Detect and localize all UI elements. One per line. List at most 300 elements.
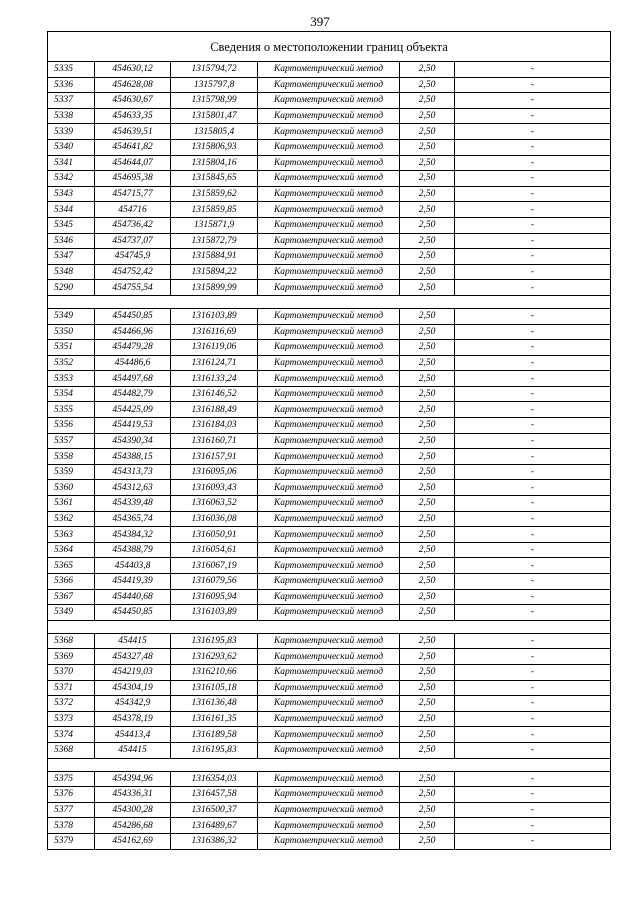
x-coordinate-cell: 454486,6 <box>95 355 171 371</box>
y-coordinate-cell: 1315797,8 <box>171 77 258 93</box>
point-number-cell: 5290 <box>48 280 95 296</box>
y-coordinate-cell: 1316067,19 <box>171 558 258 574</box>
point-number-cell: 5358 <box>48 449 95 465</box>
x-coordinate-cell: 454737,07 <box>95 233 171 249</box>
x-coordinate-cell: 454641,82 <box>95 139 171 155</box>
point-number-cell: 5336 <box>48 77 95 93</box>
x-coordinate-cell: 454482,79 <box>95 386 171 402</box>
point-number-cell: 5362 <box>48 511 95 527</box>
x-coordinate-cell: 454630,12 <box>95 62 171 78</box>
description-cell: - <box>455 511 611 527</box>
x-coordinate-cell: 454384,32 <box>95 527 171 543</box>
method-cell: Картометрический метод <box>258 280 400 296</box>
y-coordinate-cell: 1316036,08 <box>171 511 258 527</box>
method-cell: Картометрический метод <box>258 139 400 155</box>
method-cell: Картометрический метод <box>258 696 400 712</box>
method-cell: Картометрический метод <box>258 649 400 665</box>
contour-separator-row <box>48 758 611 771</box>
x-coordinate-cell: 454342,9 <box>95 696 171 712</box>
point-number-cell: 5338 <box>48 108 95 124</box>
method-cell: Картометрический метод <box>258 340 400 356</box>
x-coordinate-cell: 454388,15 <box>95 449 171 465</box>
table-row <box>48 233 611 249</box>
point-number-cell: 5348 <box>48 264 95 280</box>
y-coordinate-cell: 1315871,9 <box>171 217 258 233</box>
method-cell: Картометрический метод <box>258 124 400 140</box>
x-coordinate-cell: 454413,4 <box>95 727 171 743</box>
y-coordinate-cell: 1315859,85 <box>171 202 258 218</box>
x-coordinate-cell: 454745,9 <box>95 249 171 265</box>
table-row <box>48 418 611 434</box>
boundary-coordinates-table <box>47 31 611 850</box>
description-cell: - <box>455 77 611 93</box>
x-coordinate-cell: 454390,34 <box>95 433 171 449</box>
accuracy-cell: 2,50 <box>400 186 455 202</box>
y-coordinate-cell: 1315794,72 <box>171 62 258 78</box>
method-cell: Картометрический метод <box>258 574 400 590</box>
description-cell: - <box>455 727 611 743</box>
method-cell: Картометрический метод <box>258 680 400 696</box>
accuracy-cell: 2,50 <box>400 496 455 512</box>
x-coordinate-cell: 454219,03 <box>95 664 171 680</box>
accuracy-cell: 2,50 <box>400 77 455 93</box>
contour-separator-cell <box>48 295 611 308</box>
description-cell: - <box>455 171 611 187</box>
accuracy-cell: 2,50 <box>400 139 455 155</box>
y-coordinate-cell: 1316354,03 <box>171 771 258 787</box>
point-number-cell: 5353 <box>48 371 95 387</box>
table-row <box>48 802 611 818</box>
table-row <box>48 649 611 665</box>
y-coordinate-cell: 1315798,99 <box>171 93 258 109</box>
x-coordinate-cell: 454628,08 <box>95 77 171 93</box>
point-number-cell: 5354 <box>48 386 95 402</box>
x-coordinate-cell: 454466,96 <box>95 324 171 340</box>
page-number: 397 <box>310 14 330 29</box>
point-number-cell: 5376 <box>48 787 95 803</box>
y-coordinate-cell: 1315806,93 <box>171 139 258 155</box>
accuracy-cell: 2,50 <box>400 742 455 758</box>
point-number-cell: 5378 <box>48 818 95 834</box>
point-number-cell: 5339 <box>48 124 95 140</box>
table-row <box>48 386 611 402</box>
method-cell: Картометрический метод <box>258 558 400 574</box>
x-coordinate-cell: 454716 <box>95 202 171 218</box>
description-cell: - <box>455 233 611 249</box>
point-number-cell: 5344 <box>48 202 95 218</box>
accuracy-cell: 2,50 <box>400 155 455 171</box>
table-row <box>48 402 611 418</box>
point-number-cell: 5363 <box>48 527 95 543</box>
accuracy-cell: 2,50 <box>400 93 455 109</box>
x-coordinate-cell: 454415 <box>95 633 171 649</box>
y-coordinate-cell: 1316050,91 <box>171 527 258 543</box>
y-coordinate-cell: 1316133,24 <box>171 371 258 387</box>
accuracy-cell: 2,50 <box>400 249 455 265</box>
y-coordinate-cell: 1315899,99 <box>171 280 258 296</box>
method-cell: Картометрический метод <box>258 171 400 187</box>
y-coordinate-cell: 1316293,62 <box>171 649 258 665</box>
description-cell: - <box>455 589 611 605</box>
description-cell: - <box>455 280 611 296</box>
accuracy-cell: 2,50 <box>400 711 455 727</box>
description-cell: - <box>455 155 611 171</box>
x-coordinate-cell: 454736,42 <box>95 217 171 233</box>
point-number-cell: 5360 <box>48 480 95 496</box>
x-coordinate-cell: 454450,85 <box>95 308 171 324</box>
y-coordinate-cell: 1315884,91 <box>171 249 258 265</box>
point-number-cell: 5372 <box>48 696 95 712</box>
method-cell: Картометрический метод <box>258 202 400 218</box>
table-row <box>48 139 611 155</box>
y-coordinate-cell: 1315894,22 <box>171 264 258 280</box>
table-row <box>48 696 611 712</box>
description-cell: - <box>455 433 611 449</box>
point-number-cell: 5347 <box>48 249 95 265</box>
point-number-cell: 5350 <box>48 324 95 340</box>
method-cell: Картометрический метод <box>258 249 400 265</box>
point-number-cell: 5375 <box>48 771 95 787</box>
table-row <box>48 108 611 124</box>
accuracy-cell: 2,50 <box>400 308 455 324</box>
description-cell: - <box>455 139 611 155</box>
y-coordinate-cell: 1315804,16 <box>171 155 258 171</box>
description-cell: - <box>455 542 611 558</box>
method-cell: Картометрический метод <box>258 93 400 109</box>
accuracy-cell: 2,50 <box>400 527 455 543</box>
table-row <box>48 464 611 480</box>
x-coordinate-cell: 454639,51 <box>95 124 171 140</box>
point-number-cell: 5371 <box>48 680 95 696</box>
method-cell: Картометрический метод <box>258 77 400 93</box>
method-cell: Картометрический метод <box>258 787 400 803</box>
point-number-cell: 5340 <box>48 139 95 155</box>
table-row <box>48 833 611 849</box>
description-cell: - <box>455 527 611 543</box>
y-coordinate-cell: 1316103,89 <box>171 308 258 324</box>
table-row <box>48 171 611 187</box>
x-coordinate-cell: 454497,68 <box>95 371 171 387</box>
accuracy-cell: 2,50 <box>400 418 455 434</box>
description-cell: - <box>455 217 611 233</box>
x-coordinate-cell: 454415 <box>95 742 171 758</box>
x-coordinate-cell: 454403,8 <box>95 558 171 574</box>
accuracy-cell: 2,50 <box>400 696 455 712</box>
table-row <box>48 542 611 558</box>
description-cell: - <box>455 574 611 590</box>
x-coordinate-cell: 454378,19 <box>95 711 171 727</box>
accuracy-cell: 2,50 <box>400 324 455 340</box>
accuracy-cell: 2,50 <box>400 280 455 296</box>
method-cell: Картометрический метод <box>258 818 400 834</box>
y-coordinate-cell: 1316116,69 <box>171 324 258 340</box>
description-cell: - <box>455 308 611 324</box>
accuracy-cell: 2,50 <box>400 558 455 574</box>
x-coordinate-cell: 454630,67 <box>95 93 171 109</box>
y-coordinate-cell: 1316210,66 <box>171 664 258 680</box>
accuracy-cell: 2,50 <box>400 649 455 665</box>
x-coordinate-cell: 454695,38 <box>95 171 171 187</box>
method-cell: Картометрический метод <box>258 527 400 543</box>
point-number-cell: 5368 <box>48 742 95 758</box>
x-coordinate-cell: 454755,54 <box>95 280 171 296</box>
description-cell: - <box>455 93 611 109</box>
accuracy-cell: 2,50 <box>400 480 455 496</box>
x-coordinate-cell: 454450,85 <box>95 605 171 621</box>
description-cell: - <box>455 324 611 340</box>
table-row <box>48 787 611 803</box>
table-row <box>48 77 611 93</box>
point-number-cell: 5341 <box>48 155 95 171</box>
x-coordinate-cell: 454300,28 <box>95 802 171 818</box>
method-cell: Картометрический метод <box>258 833 400 849</box>
method-cell: Картометрический метод <box>258 511 400 527</box>
description-cell: - <box>455 449 611 465</box>
table-row <box>48 771 611 787</box>
description-cell: - <box>455 418 611 434</box>
point-number-cell: 5342 <box>48 171 95 187</box>
accuracy-cell: 2,50 <box>400 787 455 803</box>
y-coordinate-cell: 1316146,52 <box>171 386 258 402</box>
description-cell: - <box>455 787 611 803</box>
table-row <box>48 217 611 233</box>
description-cell: - <box>455 771 611 787</box>
x-coordinate-cell: 454313,73 <box>95 464 171 480</box>
table-row <box>48 558 611 574</box>
description-cell: - <box>455 605 611 621</box>
x-coordinate-cell: 454339,48 <box>95 496 171 512</box>
y-coordinate-cell: 1316054,61 <box>171 542 258 558</box>
accuracy-cell: 2,50 <box>400 589 455 605</box>
description-cell: - <box>455 249 611 265</box>
description-cell: - <box>455 711 611 727</box>
table-row <box>48 371 611 387</box>
x-coordinate-cell: 454365,74 <box>95 511 171 527</box>
point-number-cell: 5377 <box>48 802 95 818</box>
y-coordinate-cell: 1316184,03 <box>171 418 258 434</box>
method-cell: Картометрический метод <box>258 308 400 324</box>
method-cell: Картометрический метод <box>258 802 400 818</box>
x-coordinate-cell: 454419,53 <box>95 418 171 434</box>
table-title: Сведения о местоположении границ объекта <box>48 32 611 62</box>
accuracy-cell: 2,50 <box>400 574 455 590</box>
y-coordinate-cell: 1316079,56 <box>171 574 258 590</box>
method-cell: Картометрический метод <box>258 633 400 649</box>
description-cell: - <box>455 202 611 218</box>
accuracy-cell: 2,50 <box>400 340 455 356</box>
description-cell: - <box>455 633 611 649</box>
method-cell: Картометрический метод <box>258 402 400 418</box>
method-cell: Картометрический метод <box>258 324 400 340</box>
y-coordinate-cell: 1316386,32 <box>171 833 258 849</box>
table-row <box>48 574 611 590</box>
accuracy-cell: 2,50 <box>400 171 455 187</box>
x-coordinate-cell: 454419,39 <box>95 574 171 590</box>
y-coordinate-cell: 1315845,65 <box>171 171 258 187</box>
point-number-cell: 5345 <box>48 217 95 233</box>
point-number-cell: 5349 <box>48 605 95 621</box>
description-cell: - <box>455 496 611 512</box>
point-number-cell: 5373 <box>48 711 95 727</box>
point-number-cell: 5343 <box>48 186 95 202</box>
table-row <box>48 249 611 265</box>
y-coordinate-cell: 1315805,4 <box>171 124 258 140</box>
y-coordinate-cell: 1316157,91 <box>171 449 258 465</box>
y-coordinate-cell: 1316500,37 <box>171 802 258 818</box>
point-number-cell: 5364 <box>48 542 95 558</box>
method-cell: Картометрический метод <box>258 771 400 787</box>
accuracy-cell: 2,50 <box>400 264 455 280</box>
contour-separator-row <box>48 620 611 633</box>
table-row <box>48 711 611 727</box>
method-cell: Картометрический метод <box>258 418 400 434</box>
method-cell: Картометрический метод <box>258 233 400 249</box>
accuracy-cell: 2,50 <box>400 464 455 480</box>
x-coordinate-cell: 454644,07 <box>95 155 171 171</box>
x-coordinate-cell: 454752,42 <box>95 264 171 280</box>
description-cell: - <box>455 371 611 387</box>
accuracy-cell: 2,50 <box>400 633 455 649</box>
point-number-cell: 5368 <box>48 633 95 649</box>
y-coordinate-cell: 1316124,71 <box>171 355 258 371</box>
y-coordinate-cell: 1315859,62 <box>171 186 258 202</box>
table-row <box>48 202 611 218</box>
method-cell: Картометрический метод <box>258 711 400 727</box>
y-coordinate-cell: 1316195,83 <box>171 633 258 649</box>
description-cell: - <box>455 62 611 78</box>
y-coordinate-cell: 1316119,06 <box>171 340 258 356</box>
table-row <box>48 664 611 680</box>
description-cell: - <box>455 696 611 712</box>
accuracy-cell: 2,50 <box>400 202 455 218</box>
accuracy-cell: 2,50 <box>400 124 455 140</box>
method-cell: Картометрический метод <box>258 264 400 280</box>
method-cell: Картометрический метод <box>258 186 400 202</box>
accuracy-cell: 2,50 <box>400 371 455 387</box>
table-row <box>48 511 611 527</box>
table-row <box>48 93 611 109</box>
y-coordinate-cell: 1316189,58 <box>171 727 258 743</box>
point-number-cell: 5355 <box>48 402 95 418</box>
description-cell: - <box>455 818 611 834</box>
accuracy-cell: 2,50 <box>400 771 455 787</box>
point-number-cell: 5365 <box>48 558 95 574</box>
accuracy-cell: 2,50 <box>400 62 455 78</box>
accuracy-cell: 2,50 <box>400 108 455 124</box>
x-coordinate-cell: 454336,31 <box>95 787 171 803</box>
point-number-cell: 5337 <box>48 93 95 109</box>
accuracy-cell: 2,50 <box>400 727 455 743</box>
description-cell: - <box>455 108 611 124</box>
point-number-cell: 5351 <box>48 340 95 356</box>
table-row <box>48 818 611 834</box>
y-coordinate-cell: 1316188,49 <box>171 402 258 418</box>
point-number-cell: 5366 <box>48 574 95 590</box>
accuracy-cell: 2,50 <box>400 664 455 680</box>
description-cell: - <box>455 833 611 849</box>
method-cell: Картометрический метод <box>258 155 400 171</box>
table-row <box>48 340 611 356</box>
y-coordinate-cell: 1316095,94 <box>171 589 258 605</box>
y-coordinate-cell: 1316095,06 <box>171 464 258 480</box>
description-cell: - <box>455 186 611 202</box>
description-cell: - <box>455 386 611 402</box>
accuracy-cell: 2,50 <box>400 355 455 371</box>
y-coordinate-cell: 1316195,83 <box>171 742 258 758</box>
description-cell: - <box>455 355 611 371</box>
table-row <box>48 480 611 496</box>
x-coordinate-cell: 454162,69 <box>95 833 171 849</box>
table-row <box>48 742 611 758</box>
contour-separator-row <box>48 295 611 308</box>
x-coordinate-cell: 454479,28 <box>95 340 171 356</box>
point-number-cell: 5369 <box>48 649 95 665</box>
table-row <box>48 264 611 280</box>
point-number-cell: 5349 <box>48 308 95 324</box>
y-coordinate-cell: 1315872,79 <box>171 233 258 249</box>
y-coordinate-cell: 1315801,47 <box>171 108 258 124</box>
point-number-cell: 5352 <box>48 355 95 371</box>
table-row <box>48 680 611 696</box>
method-cell: Картометрический метод <box>258 589 400 605</box>
x-coordinate-cell: 454425,09 <box>95 402 171 418</box>
accuracy-cell: 2,50 <box>400 833 455 849</box>
table-row <box>48 449 611 465</box>
method-cell: Картометрический метод <box>258 386 400 402</box>
method-cell: Картометрический метод <box>258 542 400 558</box>
x-coordinate-cell: 454394,96 <box>95 771 171 787</box>
y-coordinate-cell: 1316105,18 <box>171 680 258 696</box>
method-cell: Картометрический метод <box>258 727 400 743</box>
table-row <box>48 124 611 140</box>
point-number-cell: 5374 <box>48 727 95 743</box>
y-coordinate-cell: 1316457,58 <box>171 787 258 803</box>
accuracy-cell: 2,50 <box>400 818 455 834</box>
table-row <box>48 589 611 605</box>
point-number-cell: 5356 <box>48 418 95 434</box>
accuracy-cell: 2,50 <box>400 449 455 465</box>
method-cell: Картометрический метод <box>258 108 400 124</box>
x-coordinate-cell: 454286,68 <box>95 818 171 834</box>
y-coordinate-cell: 1316093,43 <box>171 480 258 496</box>
table-row <box>48 605 611 621</box>
accuracy-cell: 2,50 <box>400 802 455 818</box>
y-coordinate-cell: 1316161,35 <box>171 711 258 727</box>
description-cell: - <box>455 464 611 480</box>
method-cell: Картометрический метод <box>258 217 400 233</box>
point-number-cell: 5361 <box>48 496 95 512</box>
accuracy-cell: 2,50 <box>400 542 455 558</box>
method-cell: Картометрический метод <box>258 664 400 680</box>
table-row <box>48 324 611 340</box>
description-cell: - <box>455 402 611 418</box>
point-number-cell: 5346 <box>48 233 95 249</box>
table-row <box>48 280 611 296</box>
accuracy-cell: 2,50 <box>400 217 455 233</box>
x-coordinate-cell: 454304,19 <box>95 680 171 696</box>
method-cell: Картометрический метод <box>258 605 400 621</box>
point-number-cell: 5370 <box>48 664 95 680</box>
point-number-cell: 5335 <box>48 62 95 78</box>
description-cell: - <box>455 649 611 665</box>
x-coordinate-cell: 454327,48 <box>95 649 171 665</box>
accuracy-cell: 2,50 <box>400 511 455 527</box>
description-cell: - <box>455 264 611 280</box>
y-coordinate-cell: 1316103,89 <box>171 605 258 621</box>
table-row <box>48 496 611 512</box>
accuracy-cell: 2,50 <box>400 605 455 621</box>
y-coordinate-cell: 1316136,48 <box>171 696 258 712</box>
